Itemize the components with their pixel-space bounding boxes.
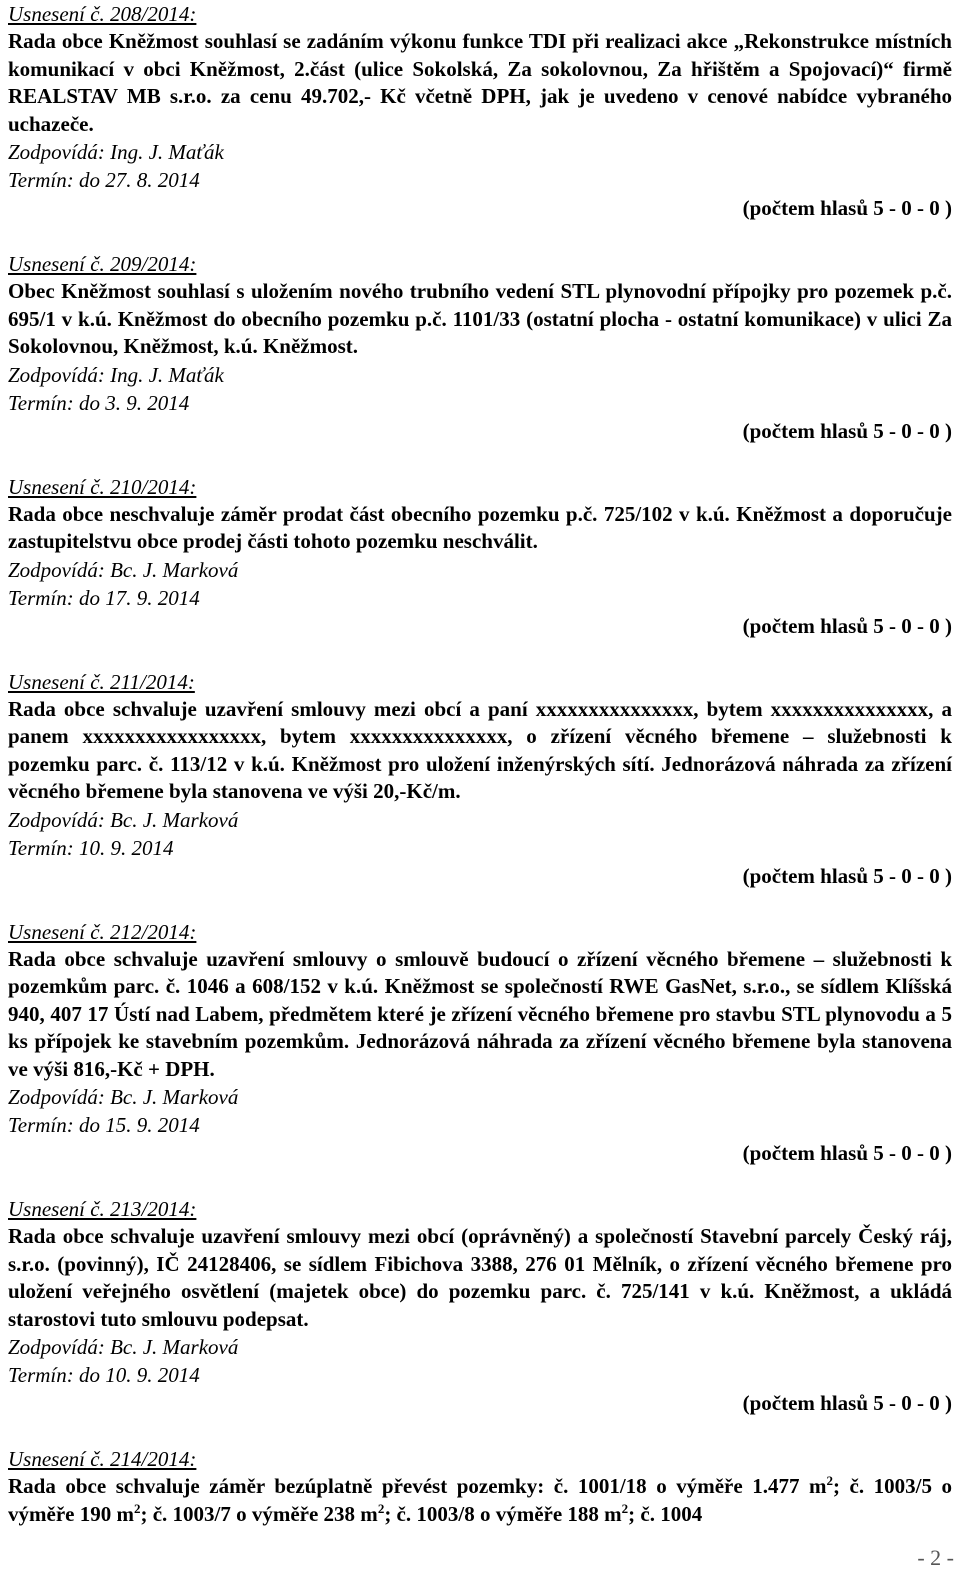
deadline: Termín: do 3. 9. 2014 xyxy=(8,390,190,415)
text-part: ; č. 1003/8 o výměře 188 m xyxy=(384,1501,622,1526)
page-number: - 2 - xyxy=(917,1545,954,1570)
resolution-text: Rada obce schvaluje uzavření smlouvy mezi obcí a paní xxxxxxxxxxxxxxx, bytem xxxxxxxxxxxxxxx, a panem xxxxxxxxxxxxxxxxx, bytem xxxxxxxxxxxxxxx, o zřízení věcného břemene – služebnosti k pozemku parc. č. 113/12 v k.ú. Kněžmost pro uložení inženýrských sítí. Jednorázová náhrada za zřízení věcného břemene byla stanovena ve výši 20,-Kč/m. xyxy=(8,696,952,803)
deadline: Termín: do 10. 9. 2014 xyxy=(8,1363,200,1387)
vote-count: (počtem hlasů 5 - 0 - 0 ) xyxy=(742,1391,952,1415)
responsible-person: Zodpovídá: Ing. J. Maťák xyxy=(8,140,224,164)
responsible-person: Zodpovídá: Bc. J. Marková xyxy=(8,807,239,832)
resolution-208 xyxy=(8,0,952,222)
vote-count: (počtem hlasů 5 - 0 - 0 ) xyxy=(742,196,952,220)
responsible-person: Zodpovídá: Bc. J. Marková xyxy=(8,557,239,582)
deadline: Termín: 10. 9. 2014 xyxy=(8,835,174,860)
deadline: Termín: do 27. 8. 2014 xyxy=(8,168,200,192)
resolution-210 xyxy=(8,473,952,640)
superscript: 2 xyxy=(377,1500,385,1516)
text-part: ; č. 1003/5 o výměře 190 m xyxy=(8,1474,952,1526)
resolution-heading: Usnesení č. 208/2014: xyxy=(8,2,197,26)
superscript: 2 xyxy=(621,1500,629,1516)
text-part: ; č. 1003/7 o výměře 238 m xyxy=(140,1501,378,1526)
resolution-213 xyxy=(8,1195,952,1417)
resolution-text: Rada obce Kněžmost souhlasí se zadáním výkonu funkce TDI při realizaci akce „Rekonstrukce místních komunikací v obci Kněžmost, 2.část (ulice Sokolská, Za sokolovnou, Za hřištěm a Spojovací)“ firmě REALSTAV MB s.r.o. za cenu 49.702,- Kč včetně DPH, jak je uvedeno v cenové nabídce vybraného uchazeče. xyxy=(8,29,952,136)
text-part: ; č. 1004 xyxy=(628,1501,703,1526)
text-part: Rada obce schvaluje záměr bezúplatně převést pozemky: č. 1001/18 o výměře 1.477 m xyxy=(8,1474,827,1498)
resolution-209 xyxy=(8,250,952,445)
resolution-text: Rada obce neschvaluje záměr prodat část obecního pozemku p.č. 725/102 v k.ú. Kněžmost a doporučuje zastupitelstvu obce prodej části tohoto pozemku neschválit. xyxy=(8,501,952,553)
responsible-person: Zodpovídá: Ing. J. Maťák xyxy=(8,362,224,387)
resolution-heading: Usnesení č. 211/2014: xyxy=(8,669,195,694)
resolution-text: Obec Kněžmost souhlasí s uložením nového trubního vedení STL plynovodní přípojky pro pozemek p.č. 695/1 v k.ú. Kněžmost do obecního pozemku p.č. 1101/33 (ostatní plocha - ostatní komunikace) v ulici Za Sokolovnou, Kněžmost, k.ú. Kněžmost. xyxy=(8,279,952,358)
vote-count: (počtem hlasů 5 - 0 - 0 ) xyxy=(742,613,952,638)
resolution-212 xyxy=(8,918,952,1168)
vote-count: (počtem hlasů 5 - 0 - 0 ) xyxy=(742,863,952,888)
responsible-person: Zodpovídá: Bc. J. Marková xyxy=(8,1335,239,1359)
vote-count: (počtem hlasů 5 - 0 - 0 ) xyxy=(742,418,952,443)
resolution-heading: Usnesení č. 210/2014: xyxy=(8,474,197,499)
deadline: Termín: do 17. 9. 2014 xyxy=(8,585,200,610)
deadline: Termín: do 15. 9. 2014 xyxy=(8,1113,200,1137)
vote-count: (počtem hlasů 5 - 0 - 0 ) xyxy=(742,1141,952,1165)
resolution-211 xyxy=(8,668,952,890)
resolution-text: Rada obce schvaluje uzavření smlouvy mezi obcí (oprávněný) a společností Stavební parcely Český ráj, s.r.o. (povinný), IČ 24128406, se sídlem Fibichova 3388, 276 01 Mělník, o zřízení věcného břemene pro uložení veřejného osvětlení (majetek obce) do pozemku parc. č. 725/141 v k.ú. Kněžmost, a ukládá starostovi tuto smlouvu podepsat. xyxy=(8,1224,952,1331)
resolution-heading: Usnesení č. 209/2014: xyxy=(8,252,197,276)
document-page xyxy=(8,0,952,1528)
resolution-heading: Usnesení č. 214/2014: xyxy=(8,1447,197,1471)
superscript: 2 xyxy=(133,1500,141,1516)
resolution-214 xyxy=(8,1445,952,1528)
resolution-heading: Usnesení č. 212/2014: xyxy=(8,919,197,944)
responsible-person: Zodpovídá: Bc. J. Marková xyxy=(8,1085,239,1109)
superscript: 2 xyxy=(826,1473,833,1488)
resolution-text xyxy=(8,1473,952,1528)
resolution-text: Rada obce schvaluje uzavření smlouvy o smlouvě budoucí o zřízení věcného břemene – služebnosti k pozemkům parc. č. 1046 a 608/152 v k.ú. Kněžmost se společností RWE GasNet, s.r.o., se sídlem Klíšská 940, 407 17 Ústí nad Labem, předmětem které je zřízení věcného břemene pro stavbu STL plynovodu a 5 ks přípojek ke stavebním pozemkům. Jednorázová náhrada za zřízení věcného břemene byla stanovena ve výši 816,-Kč + DPH. xyxy=(8,946,952,1081)
resolution-heading: Usnesení č. 213/2014: xyxy=(8,1197,197,1221)
